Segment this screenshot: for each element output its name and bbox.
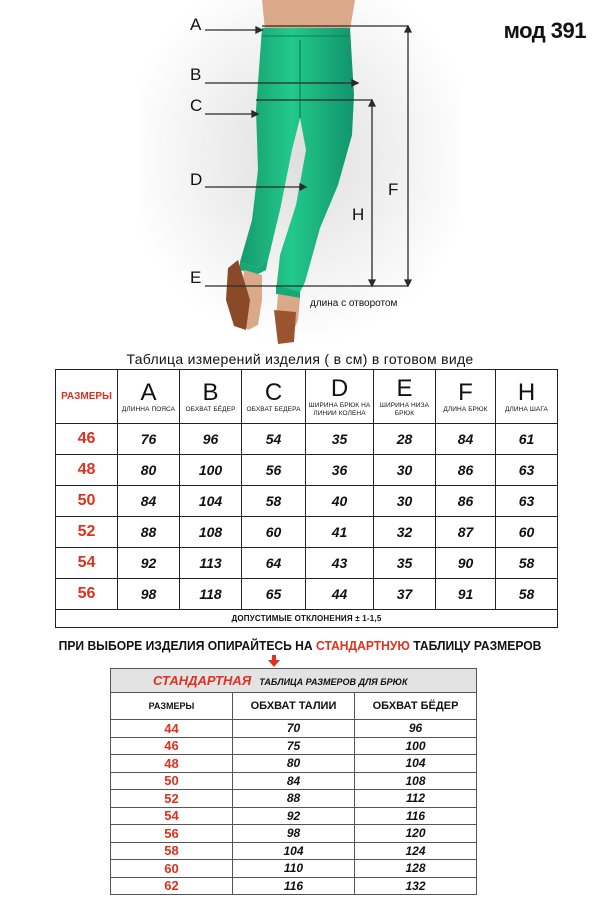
header-sizes: РАЗМЕРЫ [111, 693, 233, 720]
size-cell: 54 [111, 807, 233, 825]
hips-cell: 120 [355, 825, 477, 843]
hips-cell: 116 [355, 807, 477, 825]
column-label: ОБХВАТ БЁДЕР [185, 405, 236, 413]
standard-row [111, 772, 477, 790]
value-cell: 58 [496, 548, 558, 579]
caption-highlight: СТАНДАРТНАЯ [153, 673, 252, 688]
value-cell: 37 [374, 579, 436, 610]
value-cell: 60 [242, 517, 306, 548]
measurement-row [56, 486, 558, 517]
standard-header-row [111, 693, 477, 720]
size-cell: 60 [111, 860, 233, 878]
value-cell: 32 [374, 517, 436, 548]
value-cell: 41 [306, 517, 374, 548]
figure-letter-b: B [190, 65, 202, 84]
standard-caption [111, 669, 477, 693]
size-cell: 62 [111, 877, 233, 895]
waist-cell: 110 [233, 860, 355, 878]
hips-cell: 108 [355, 772, 477, 790]
waist-cell: 116 [233, 877, 355, 895]
size-cell: 58 [111, 842, 233, 860]
column-label: ШИРИНА НИЗА БРЮК [379, 401, 430, 417]
tolerance-note: ДОПУСТИМЫЕ ОТКЛОНЕНИЯ ± 1-1,5 [56, 610, 558, 628]
value-cell: 98 [118, 579, 180, 610]
value-cell: 61 [496, 424, 558, 455]
column-label: ДЛИНА ШАГА [505, 405, 548, 413]
down-arrow-icon [268, 655, 280, 667]
value-cell: 56 [242, 455, 306, 486]
measurement-row [56, 455, 558, 486]
waist-cell: 75 [233, 737, 355, 755]
size-notice [21, 638, 579, 653]
standard-row [111, 755, 477, 773]
value-cell: 43 [306, 548, 374, 579]
figure-letter-h: H [352, 205, 365, 224]
value-cell: 28 [374, 424, 436, 455]
pants-illustration [0, 0, 600, 345]
size-cell: 46 [56, 424, 118, 455]
value-cell: 64 [242, 548, 306, 579]
figure-letter-c: C [190, 96, 203, 115]
standard-row [111, 877, 477, 895]
standard-row [111, 842, 477, 860]
pants-figure [0, 0, 600, 345]
standard-row [111, 790, 477, 808]
column-header-a [118, 370, 180, 424]
column-header-e [374, 370, 436, 424]
value-cell: 118 [180, 579, 242, 610]
column-header-d [306, 370, 374, 424]
header-waist: ОБХВАТ ТАЛИИ [233, 693, 355, 720]
value-cell: 44 [306, 579, 374, 610]
measurement-table-title: Таблица измерений изделия ( в см) в готовом виде [126, 351, 474, 367]
value-cell: 86 [436, 486, 496, 517]
size-cell: 52 [111, 790, 233, 808]
size-cell: 44 [111, 720, 233, 738]
hips-cell: 132 [355, 877, 477, 895]
value-cell: 35 [374, 548, 436, 579]
size-cell: 48 [111, 755, 233, 773]
column-header-b [180, 370, 242, 424]
size-cell: 56 [111, 825, 233, 843]
value-cell: 40 [306, 486, 374, 517]
column-letter: D [330, 374, 349, 402]
value-cell: 36 [306, 455, 374, 486]
value-cell: 35 [306, 424, 374, 455]
column-label: ДЛИНА БРЮК [443, 405, 488, 413]
column-header-h [496, 370, 558, 424]
measurement-row [56, 548, 558, 579]
sizes-header: РАЗМЕРЫ [56, 370, 118, 424]
standard-size-table [110, 668, 477, 895]
value-cell: 63 [496, 455, 558, 486]
measurement-row [56, 424, 558, 455]
value-cell: 84 [118, 486, 180, 517]
measurement-row [56, 579, 558, 610]
value-cell: 60 [496, 517, 558, 548]
column-letter: C [264, 378, 283, 406]
column-letter: B [202, 378, 219, 406]
value-cell: 88 [118, 517, 180, 548]
value-cell: 100 [180, 455, 242, 486]
column-label: ОБХВАТ БЕДЕРА [246, 405, 301, 413]
size-cell: 48 [56, 455, 118, 486]
value-cell: 54 [242, 424, 306, 455]
value-cell: 58 [242, 486, 306, 517]
column-label: ШИРИНА БРЮК НА ЛИНИИ КОЛЕНА [308, 401, 371, 417]
waist-cell: 92 [233, 807, 355, 825]
length-note: длина с отворотом [310, 298, 398, 309]
value-cell: 86 [436, 455, 496, 486]
hips-cell: 100 [355, 737, 477, 755]
measurement-row [56, 517, 558, 548]
column-letter: H [517, 378, 536, 406]
waist-cell: 84 [233, 772, 355, 790]
size-cell: 50 [56, 486, 118, 517]
size-cell: 52 [56, 517, 118, 548]
model-number: мод 391 [503, 18, 586, 43]
hips-cell: 124 [355, 842, 477, 860]
notice-suffix: ТАБЛИЦУ РАЗМЕРОВ [409, 638, 542, 653]
value-cell: 96 [180, 424, 242, 455]
header-hips: ОБХВАТ БЁДЕР [355, 693, 477, 720]
notice-highlight: СТАНДАРТНУЮ [316, 638, 410, 653]
standard-row [111, 737, 477, 755]
size-cell: 50 [111, 772, 233, 790]
value-cell: 30 [374, 455, 436, 486]
column-header-f [436, 370, 496, 424]
value-cell: 80 [118, 455, 180, 486]
hips-cell: 128 [355, 860, 477, 878]
figure-letter-d: D [190, 170, 203, 189]
measurement-header-row [56, 370, 558, 424]
value-cell: 90 [436, 548, 496, 579]
hips-cell: 112 [355, 790, 477, 808]
standard-caption-row [111, 669, 477, 693]
size-cell: 46 [111, 737, 233, 755]
waist-cell: 80 [233, 755, 355, 773]
column-letter: F [458, 378, 473, 406]
size-cell: 54 [56, 548, 118, 579]
figure-letter-f: F [388, 180, 399, 199]
measurement-table [55, 369, 558, 628]
value-cell: 58 [496, 579, 558, 610]
waist-cell: 98 [233, 825, 355, 843]
standard-row [111, 720, 477, 738]
value-cell: 65 [242, 579, 306, 610]
value-cell: 92 [118, 548, 180, 579]
standard-row [111, 825, 477, 843]
value-cell: 113 [180, 548, 242, 579]
value-cell: 30 [374, 486, 436, 517]
waist-cell: 104 [233, 842, 355, 860]
figure-letter-e: E [190, 268, 202, 287]
value-cell: 108 [180, 517, 242, 548]
tolerance-row [56, 610, 558, 628]
value-cell: 104 [180, 486, 242, 517]
column-letter: E [396, 374, 413, 402]
column-label: ДЛИННА ПОЯСА [121, 405, 176, 413]
standard-row [111, 807, 477, 825]
caption-text: ТАБЛИЦА РАЗМЕРОВ ДЛЯ БРЮК [259, 677, 408, 687]
waist-cell: 88 [233, 790, 355, 808]
column-letter: A [140, 378, 157, 406]
column-header-c [242, 370, 306, 424]
figure-letter-a: A [190, 15, 202, 34]
size-cell: 56 [56, 579, 118, 610]
notice-prefix: ПРИ ВЫБОРЕ ИЗДЕЛИЯ ОПИРАЙТЕСЬ НА [58, 638, 317, 653]
value-cell: 76 [118, 424, 180, 455]
value-cell: 91 [436, 579, 496, 610]
waist-cell: 70 [233, 720, 355, 738]
hips-cell: 96 [355, 720, 477, 738]
value-cell: 84 [436, 424, 496, 455]
hips-cell: 104 [355, 755, 477, 773]
standard-row [111, 860, 477, 878]
value-cell: 87 [436, 517, 496, 548]
value-cell: 63 [496, 486, 558, 517]
